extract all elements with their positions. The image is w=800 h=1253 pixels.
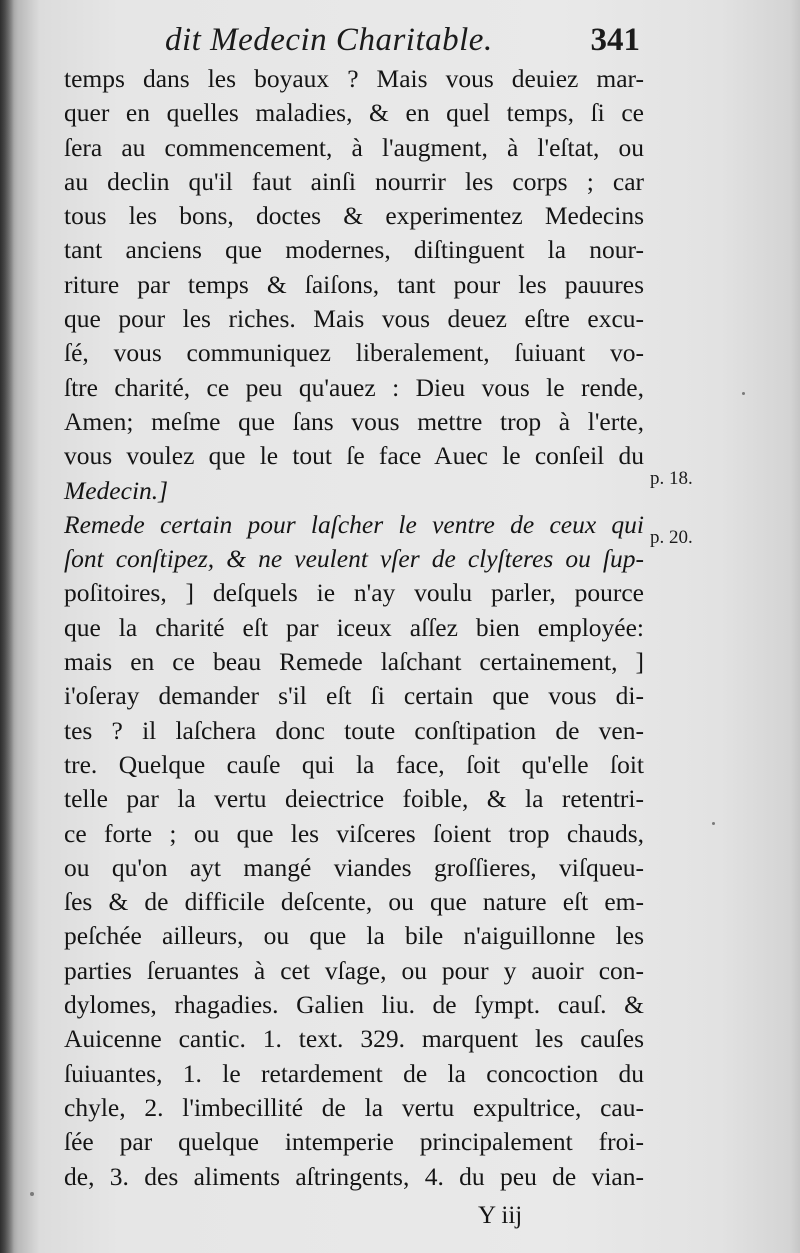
text-line: de, 3. des aliments aſtringents, 4. du peu de vian-	[64, 1161, 644, 1191]
text-line: tes ? il laſchera donc toute conſtipation de ven-	[64, 715, 644, 745]
running-title: dit Medecin Charitable.	[165, 22, 493, 58]
gutter-shadow	[0, 0, 14, 1253]
text-line: riture par temps & ſaiſons, tant pour les pauures	[64, 269, 644, 299]
text-line: peſchée ailleurs, ou que la bile n'aiguillonne les	[64, 921, 644, 951]
text-line: que la charité eſt par iceux aſſez bien employée:	[64, 612, 644, 642]
catchword: Y iij	[478, 1202, 523, 1229]
text-line: Auicenne cantic. 1. text. 329. marquent les cauſes	[64, 1024, 644, 1054]
text-line: tre. Quelque cauſe qui la face, ſoit qu'elle ſoit	[64, 749, 644, 779]
text-line: tous les bons, doctes & experimentez Medecins	[64, 201, 644, 231]
text-line: dylomes, rhagadies. Galien liu. de ſympt. cauſ. &	[64, 990, 644, 1020]
text-line: parties ſeruantes à cet vſage, ou pour y auoir con-	[64, 955, 644, 985]
margin-note: p. 18.	[650, 468, 693, 489]
text-line: ſuiuantes, 1. le retardement de la concoction du	[64, 1058, 644, 1088]
text-line: tant anciens que modernes, diſtinguent la nour-	[64, 235, 644, 265]
margin-note: p. 20.	[650, 527, 693, 548]
text-line: poſitoires, ] deſquels ie n'ay voulu parler, pource	[64, 578, 644, 608]
text-line: telle par la vertu deiectrice foible, & la retentri-	[64, 784, 644, 814]
paper-speck	[30, 1192, 34, 1196]
text-line: au declin qu'il faut ainſi nourrir les corps ; car	[64, 166, 644, 196]
text-line: temps dans les boyaux ? Mais vous deuiez mar-	[64, 64, 644, 93]
text-line: ſé, vous communiquez liberalement, ſuiuant vo-	[64, 338, 644, 368]
text-line: ſera au commencement, à l'augment, à l'eſtat, ou	[64, 132, 644, 162]
text-line: que pour les riches. Mais vous deuez eſtre excu-	[64, 304, 644, 334]
section-heading-line: Remede certain pour laſcher le ventre de ceux qui	[64, 509, 644, 539]
text-line: Medecin.]	[64, 475, 169, 505]
section-heading-line: ſont conſtipez, & ne veulent vſer de clyſteres ou ſup-	[64, 544, 644, 574]
body-text	[64, 62, 644, 1194]
text-line: mais en ce beau Remede laſchant certainement, ]	[64, 647, 644, 677]
paper-speck	[742, 392, 745, 395]
text-line: ſée par quelque intemperie principalement froi-	[64, 1127, 644, 1157]
text-line: ſes & de difficile deſcente, ou que nature eſt em-	[64, 887, 644, 917]
text-line: ſtre charité, ce peu qu'auez : Dieu vous le rende,	[64, 372, 644, 402]
running-head	[60, 22, 640, 66]
text-line: ce forte ; ou que les viſceres ſoient trop chauds,	[64, 818, 644, 848]
page-number: 341	[590, 22, 640, 58]
text-line: ou qu'on ayt mangé viandes groſſieres, viſqueu-	[64, 852, 644, 882]
text-line: vous voulez que le tout ſe face Auec le conſeil du	[64, 441, 644, 471]
text-line: quer en quelles maladies, & en quel temps, ſi ce	[64, 98, 644, 128]
text-line: chyle, 2. l'imbecillité de la vertu expultrice, cau-	[64, 1092, 644, 1122]
text-line: i'oſeray demander s'il eſt ſi certain que vous di-	[64, 681, 644, 711]
text-line: Amen; meſme que ſans vous mettre trop à l'erte,	[64, 406, 644, 436]
paper-speck	[712, 822, 715, 825]
